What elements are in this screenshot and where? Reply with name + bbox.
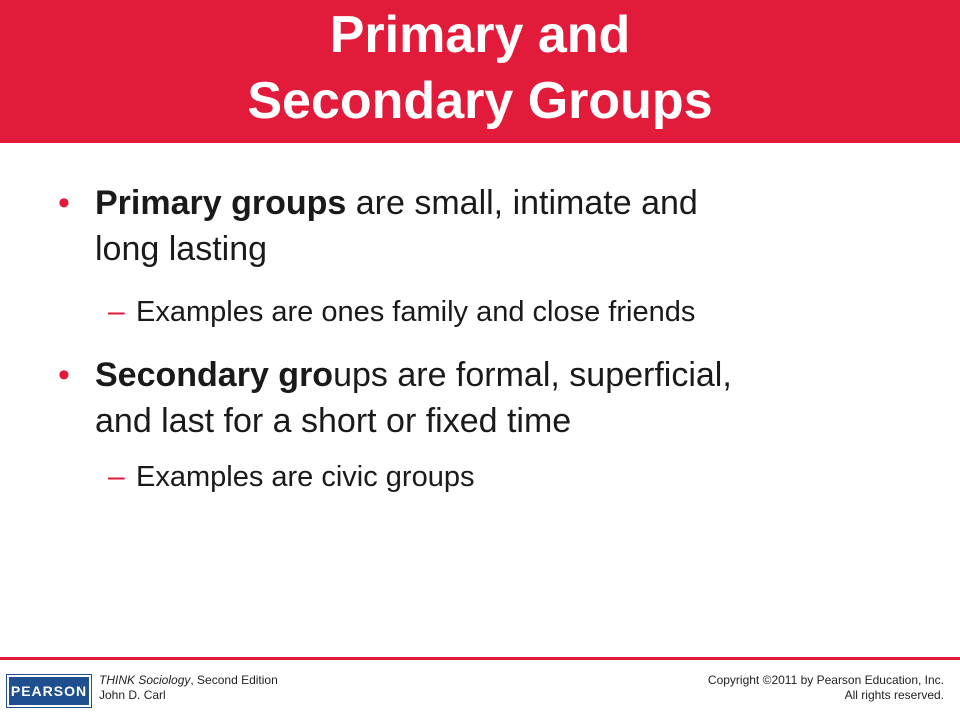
bullet-icon: • [58, 184, 70, 222]
bullet-icon: • [58, 356, 70, 394]
dash-icon: – [108, 295, 125, 328]
sub-bullet-primary-examples: Examples are ones family and close friends [136, 296, 696, 328]
book-title-italic: THINK Sociology [99, 673, 191, 687]
sub-bullet-secondary-examples: Examples are civic groups [136, 461, 475, 493]
footer-divider [0, 657, 960, 660]
title-line-2: Secondary Groups [247, 72, 713, 130]
rights-text: All rights reserved. [844, 688, 944, 702]
copyright-text: Copyright ©2011 by Pearson Education, Inc. [707, 673, 944, 687]
book-edition: , Second Edition [190, 673, 278, 687]
bullet-term: Secondary gro [95, 356, 334, 394]
dash-icon: – [108, 460, 125, 493]
title-line-1: Primary and [329, 6, 631, 64]
bullet-text-line1: are small, intimate and [346, 184, 698, 222]
book-title [99, 673, 278, 688]
book-author: John D. Carl [99, 688, 166, 702]
pearson-logo: PEARSON [7, 675, 91, 707]
footer-copyright [708, 673, 944, 703]
title-banner [0, 0, 960, 143]
footer-book-info [99, 673, 278, 703]
bullet-text-line1: ups are formal, superficial, [333, 356, 732, 394]
bullet-text-line2: and last for a short or fixed time [95, 402, 572, 440]
slide-title [0, 2, 960, 134]
bullet-primary-groups [95, 180, 915, 272]
bullet-term: Primary groups [95, 184, 347, 222]
bullet-text-line2: long lasting [95, 230, 268, 268]
bullet-secondary-groups [95, 352, 915, 444]
